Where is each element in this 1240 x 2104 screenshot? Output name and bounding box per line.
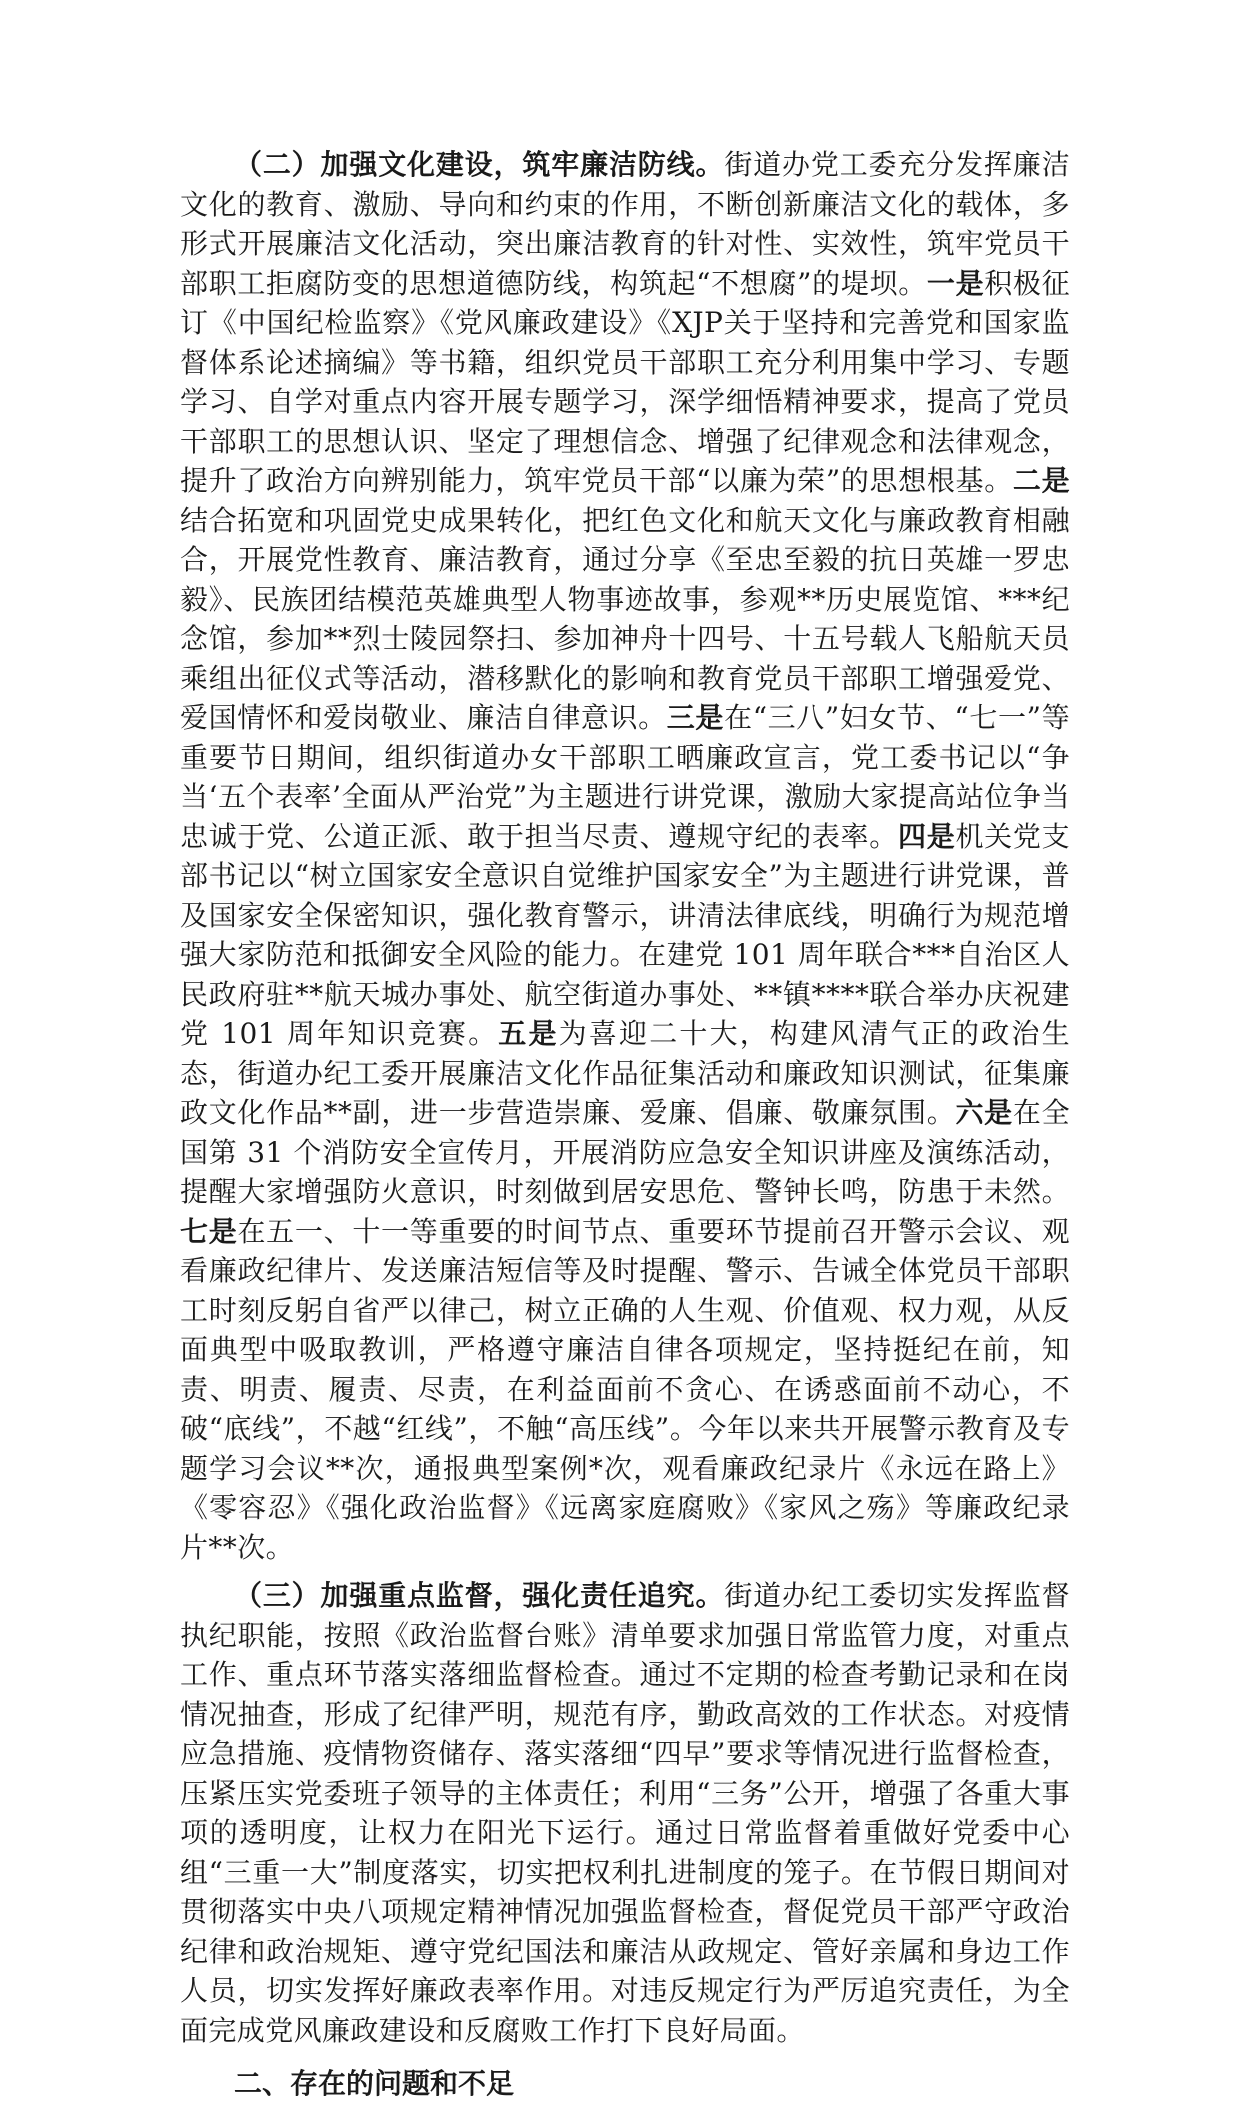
point-label: 七是 bbox=[180, 1214, 238, 1248]
document-page bbox=[180, 145, 1070, 2104]
point-label: 一是 bbox=[926, 266, 985, 300]
paragraph-text: 机关党支部书记以“树立国家安全意识自觉维护国家安全”为主题进行讲党课，普及国家安全保密知识，强化教育警示，讲清法律底线，明确行为规范增强大家防范和抵御安全风险的能力。在建党 101 周年联合***自治区人民政府驻**航天城办事处、航空街道办事处、**镇****联合举办庆祝建党 101 周年知识竞赛。 bbox=[180, 819, 1070, 1050]
paragraph-text: 在全国第 31 个消防安全宣传月，开展消防应急安全知识讲座及演练活动，提醒大家增强防火意识，时刻做到居安思危、警钟长鸣，防患于未然。 bbox=[180, 1096, 1070, 1208]
point-label: 六是 bbox=[955, 1096, 1013, 1129]
paragraph-text: 为喜迎二十大，构建风清气正的政治生态，街道办纪工委开展廉洁文化作品征集活动和廉政知识测试，征集廉政文化作品**副，进一步营造崇廉、爱廉、倡廉、敬廉氛围。 bbox=[180, 1017, 1070, 1129]
paragraph-text: 积极征订《中国纪检监察》《党风廉政建设》《XJP关于坚持和完善党和国家监督体系论述摘编》等书籍，组织党员干部职工充分利用集中学习、专题学习、自学对重点内容开展专题学习，深学细悟精神要求，提高了党员干部职工的思想认识、坚定了理想信念、增强了纪律观念和法律观念，提升了政治方向辨别能力，筑牢党员干部“以廉为荣”的思想根基。 bbox=[180, 266, 1071, 497]
section-heading: （二）加强文化建设，筑牢廉洁防线。 bbox=[234, 148, 725, 181]
point-label: 五是 bbox=[498, 1017, 559, 1050]
chapter-heading: 二、存在的问题和不足 bbox=[234, 2067, 515, 2100]
paragraph-text: 在五一、十一等重要的时间节点、重要环节提前召开警示会议、观看廉政纪律片、发送廉洁短信等及时提醒、警示、告诫全体党员干部职工时刻反躬自省严以律己，树立正确的人生观、价值观、权力观，从反面典型中吸取教训，严格遵守廉洁自律各项规定，坚持挺纪在前，知责、明责、履责、尽责，在利益面前不贪心、在诱惑面前不动心，不破“底线”，不越“红线”，不触“高压线”。今年以来共开展警示教育及专题学习会议**次，通报典型案例*次，观看廉政纪录片《永远在路上》《零容忍》《强化政治监督》《远离家庭腐败》《家风之殇》等廉政纪录片**次。 bbox=[180, 1214, 1070, 1564]
point-label: 四是 bbox=[897, 819, 956, 853]
paragraph-text: 在“三八”妇女节、“七一”等重要节日期间，组织街道办女干部职工晒廉政宣言，党工委书记以“争当‘五个表率’全面从严治党”为主题进行讲党课，激励大家提高站位争当忠诚于党、公道正派、敢于担当尽责、遵规守纪的表率。 bbox=[180, 701, 1070, 853]
section-paragraph-culture bbox=[180, 145, 1070, 1567]
point-label: 三是 bbox=[666, 701, 725, 734]
paragraph-text: 街道办党工委充分发挥廉洁文化的教育、激励、导向和约束的作用，不断创新廉洁文化的载体，多形式开展廉洁文化活动，突出廉洁教育的针对性、实效性，筑牢党员干部职工拒腐防变的思想道德防线，构筑起“不想腐”的堤坝。 bbox=[180, 148, 1070, 300]
paragraph-text: 街道办纪工委切实发挥监督执纪职能，按照《政治监督台账》清单要求加强日常监管力度，对重点工作、重点环节落实落细监督检查。通过不定期的检查考勤记录和在岗情况抽查，形成了纪律严明，规范有序，勤政高效的工作状态。对疫情应急措施、疫情物资储存、落实落细“四早”要求等情况进行监督检查，压紧压实党委班子领导的主体责任；利用“三务”公开，增强了各重大事项的透明度，让权力在阳光下运行。通过日常监督着重做好党委中心组“三重一大”制度落实，切实把权利扎进制度的笼子。在节假日期间对贯彻落实中央八项规定精神情况加强监督检查，督促党员干部严守政治纪律和政治规矩、遵守党纪国法和廉洁从政规定、管好亲属和身边工作人员，切实发挥好廉政表率作用。对违反规定行为严厉追究责任，为全面完成党风廉政建设和反腐败工作打下良好局面。 bbox=[180, 1579, 1070, 2047]
section-paragraph-supervision bbox=[180, 1576, 1070, 2050]
paragraph-text: 结合拓宽和巩固党史成果转化，把红色文化和航天文化与廉政教育相融合，开展党性教育、廉洁教育，通过分享《至忠至毅的抗日英雄一罗忠毅》、民族团结模范英雄典型人物事迹故事，参观**历史展览馆、***纪念馆，参加**烈士陵园祭扫、参加神舟十四号、十五号载人飞船航天员乘组出征仪式等活动，潜移默化的影响和教育党员干部职工增强爱党、爱国情怀和爱岗敬业、廉洁自律意识。 bbox=[180, 503, 1070, 734]
section-heading: （三）加强重点监督，强化责任追究。 bbox=[234, 1579, 725, 1612]
point-label: 二是 bbox=[1012, 464, 1070, 497]
